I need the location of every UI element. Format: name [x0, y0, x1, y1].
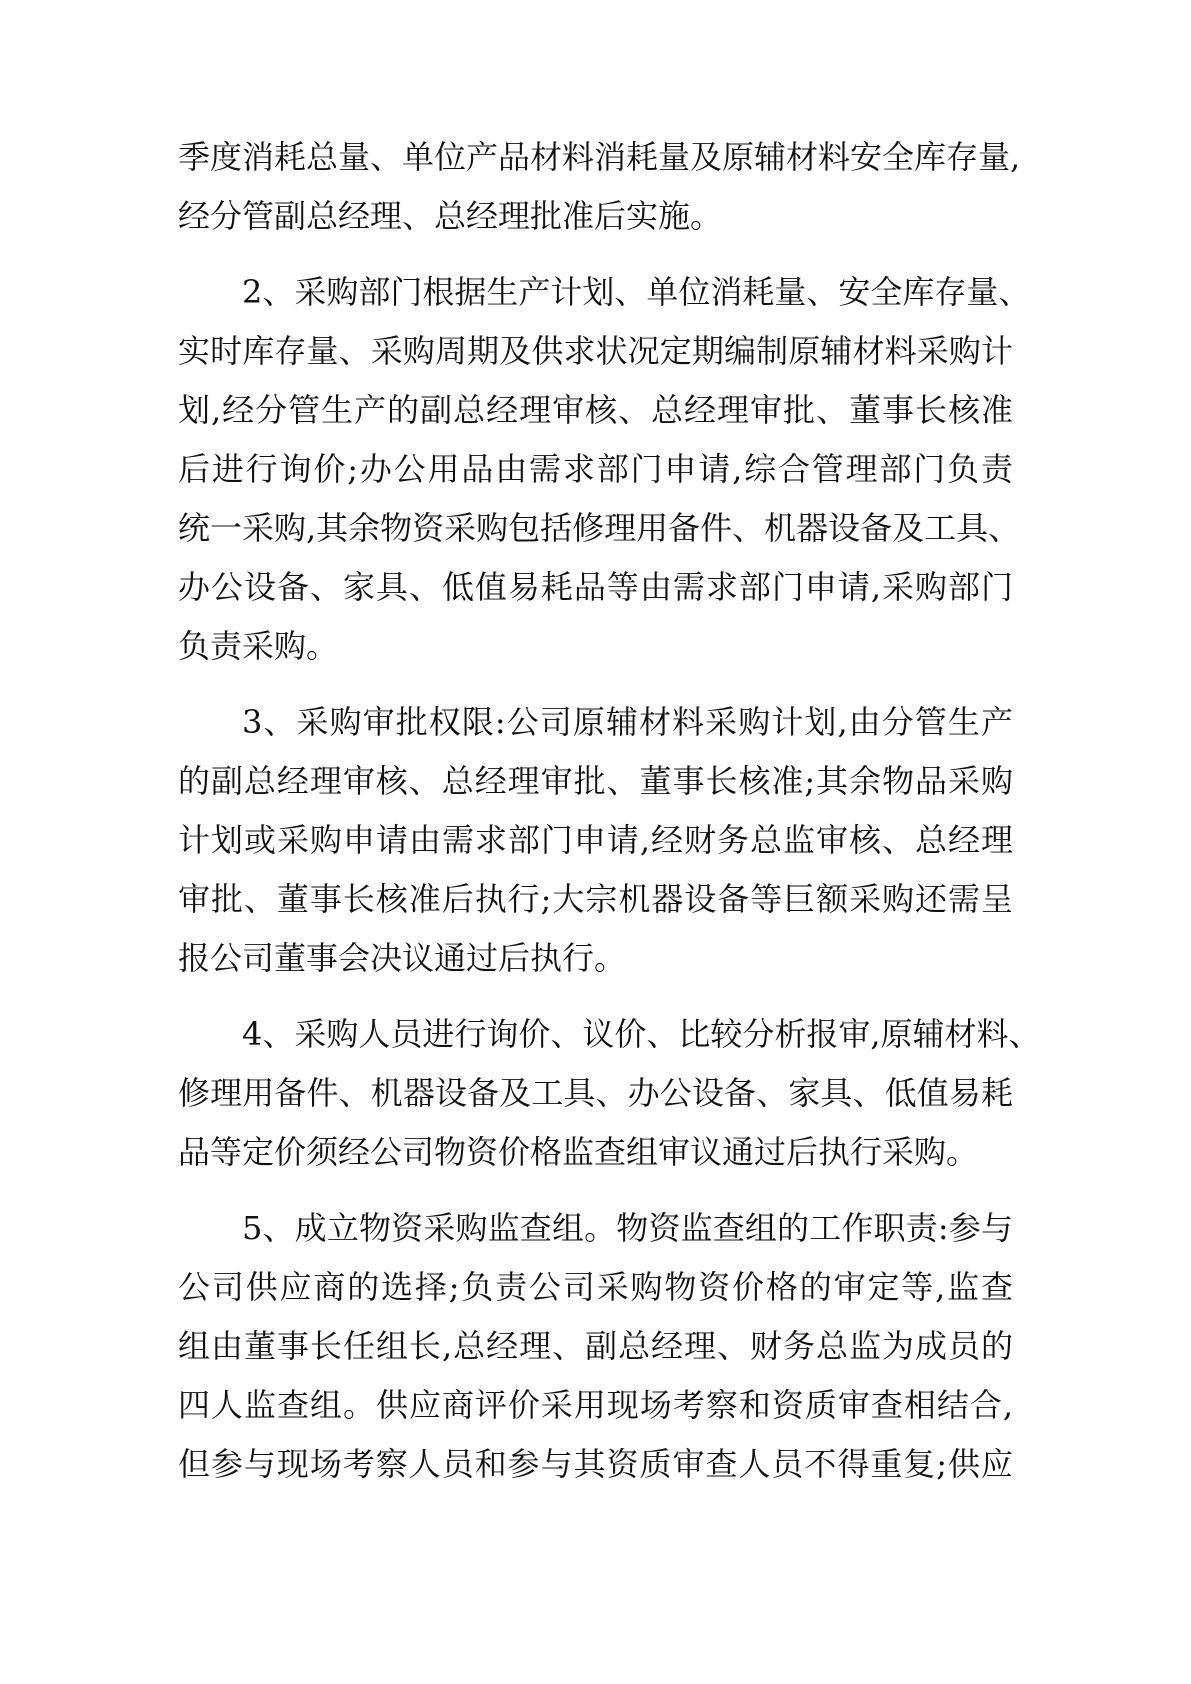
text-line: 审批、董事长核准后执行;大宗机器设备等巨额采购还需呈 — [178, 880, 1013, 918]
text-line: 但参与现场考察人员和参与其资质审查人员不得重复;供应 — [178, 1445, 1013, 1483]
text-line: 的副总经理审核、总经理审批、董事长核准;其余物品采购 — [178, 762, 1013, 800]
text-line: 报公司董事会决议通过后执行。 — [178, 939, 627, 977]
text-line: 修理用备件、机器设备及工具、办公设备、家具、低值易耗 — [178, 1074, 1013, 1112]
text-line: 统一采购,其余物资采购包括修理用备件、机器设备及工具、 — [178, 509, 1021, 547]
paragraph-item-3 — [178, 693, 1013, 988]
text-line: 2、采购部门根据生产计划、单位消耗量、安全库存量、 — [242, 273, 1031, 311]
text-line: 5、成立物资采购监查组。物资监查组的工作职责:参与 — [242, 1209, 1013, 1247]
text-line: 后进行询价;办公用品由需求部门申请,综合管理部门负责 — [178, 450, 1013, 488]
text-line: 经分管副总经理、总经理批准后实施。 — [178, 197, 723, 235]
paragraph-item-5 — [178, 1199, 1013, 1494]
paragraph-item-2 — [178, 263, 1031, 676]
text-line: 实时库存量、采购周期及供求状况定期编制原辅材料采购计 — [178, 332, 1013, 370]
text-line: 负责采购。 — [178, 627, 339, 665]
paragraph-item-4 — [178, 1005, 1041, 1182]
text-line: 计划或采购申请由需求部门申请,经财务总监审核、总经理 — [178, 821, 1013, 859]
text-line: 公司供应商的选择;负责公司采购物资价格的审定等,监查 — [178, 1268, 1013, 1306]
text-line: 办公设备、家具、低值易耗品等由需求部门申请,采购部门 — [178, 568, 1013, 606]
text-line: 划,经分管生产的副总经理审核、总经理审批、董事长核准 — [178, 391, 1013, 429]
document-body — [178, 128, 1041, 1494]
text-line: 季度消耗总量、单位产品材料消耗量及原辅材料安全库存量, — [178, 138, 1021, 176]
text-line: 品等定价须经公司物资价格监查组审议通过后执行采购。 — [178, 1133, 979, 1171]
text-line: 四人监查组。供应商评价采用现场考察和资质审查相结合, — [178, 1386, 1013, 1424]
paragraph-continued — [178, 128, 1021, 246]
text-line: 4、采购人员进行询价、议价、比较分析报审,原辅材料、 — [242, 1015, 1041, 1053]
text-line: 3、采购审批权限:公司原辅材料采购计划,由分管生产 — [242, 703, 1013, 741]
text-line: 组由董事长任组长,总经理、副总经理、财务总监为成员的 — [178, 1327, 1013, 1365]
